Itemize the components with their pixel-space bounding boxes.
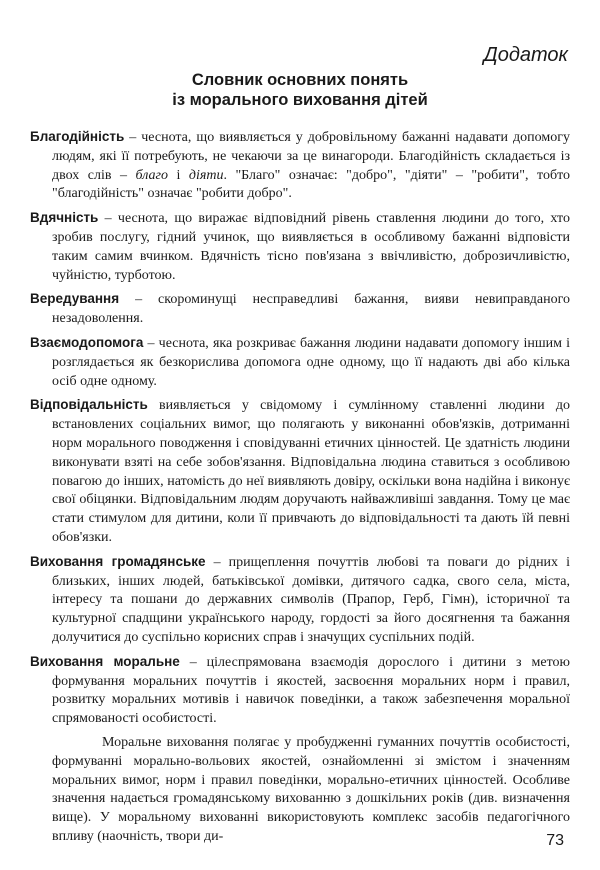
- glossary-term: Благодійність: [30, 129, 125, 144]
- glossary-entry: [30, 209, 570, 285]
- glossary-term: Виховання моральне: [30, 653, 180, 669]
- section-label: Додаток: [483, 44, 568, 66]
- glossary-term: Вередування: [30, 291, 120, 307]
- glossary-entry: [30, 128, 570, 204]
- glossary-definition: виявляється у свідомому і сумлінному ставленні людини до встановлених соціальних вимог, що полягають у виконанні обов'язків, дотриманні норм морального поводження і сповідуванні етичних цінностей. Це здатність людини виконувати взяті на себе зобов'язання. Відповідальна людина ставиться з особливою повагою до інших, натомість до неї виявляють довіру, оскільки вона надійна і виконує свої обіцянки. Відповідальним людям доручають найважливіші завдання. Тому це має стати стимулом для дитини, коли її привчають до відповідальності та дають їй певні обов'язки.: [52, 398, 570, 545]
- glossary-entry: [30, 334, 570, 391]
- glossary-definition: – чеснота, яка розкриває бажання людини надавати допомогу іншим і розглядається як безкорислива допомога одне одному, що її надають дві або кілька осіб одне одному.: [52, 335, 570, 389]
- glossary-term: Виховання громадянське: [30, 553, 206, 569]
- glossary-entry: [30, 553, 570, 648]
- glossary: [30, 128, 570, 847]
- glossary-definition: – цілеспрямована взаємодія дорослого і дитини з метою формування моральних почуттів і якостей, засвоєння моральних норм і правил, розвитку моральних мотивів і навичок поведінки, а також забезпечення моральної спрямованості особистості.: [52, 654, 570, 727]
- title-line-1: Словник основних понять: [191, 71, 409, 89]
- title-line-2: із морального виховання дітей: [172, 91, 428, 109]
- glossary-definition: – прищеплення почуттів любові та поваги до рідних і близьких, інших людей, батьківської домівки, дитячого садка, свого села, міста, інтересу та пошани до державних символів (Прапор, Герб, Гімн), історичної та культурної спадщини українського народу, гордості за його досягнення та бажання долучитися до суспільно корисних справ і значущих суспільних подій.: [52, 554, 571, 645]
- glossary-definition: і: [167, 167, 189, 183]
- glossary-entry: [30, 396, 570, 547]
- glossary-definition: . "Благо" означає: "добро", "діяти" – "робити", тобто "благодійність" означає "робити добро".: [52, 167, 571, 202]
- glossary-definition: – скороминущі несправедливі бажання, вияви невиправданого незадоволення.: [52, 292, 570, 327]
- glossary-entry: [30, 653, 570, 729]
- page-number: 73: [546, 832, 564, 849]
- glossary-entry: [30, 290, 570, 329]
- glossary-term: Взаємодопомога: [30, 334, 144, 350]
- page-title: [0, 70, 600, 110]
- glossary-term: Відповідальність: [30, 397, 148, 413]
- glossary-definition: – чеснота, що виражає відповідний рівень ставлення людини до того, хто зробив послугу, гідний учинок, що виявляється в особливому бажанні відповісти таким самим вчинком. Вдячність тісно пов'язана з ввічливістю, доброзичливістю, чуйністю, турботою.: [52, 211, 570, 283]
- body-paragraph: Моральне виховання полягає у пробудженні гуманних почуттів особистості, формуванні морально-вольових якостей, ознайомленні зі змістом і значенням моральних вимог, норм і правил поведінки, морально-етичних цінностей. Особливе значення надається громадянському вихованню з дошкільних років (див. визначення вище). У моральному вихованні використовують комплекс засобів педагогічного впливу (наочність, твори ди-: [52, 734, 570, 844]
- glossary-term: Вдячність: [30, 210, 99, 226]
- glossary-emphasis: діяти: [188, 167, 224, 183]
- glossary-emphasis: благо: [135, 167, 168, 183]
- glossary-definition: – чеснота, що виявляється у добровільному бажанні надавати допомогу людям, які її потребують, не чекаючи за це винагороди. Благодійність складається із двох слів –: [52, 130, 570, 183]
